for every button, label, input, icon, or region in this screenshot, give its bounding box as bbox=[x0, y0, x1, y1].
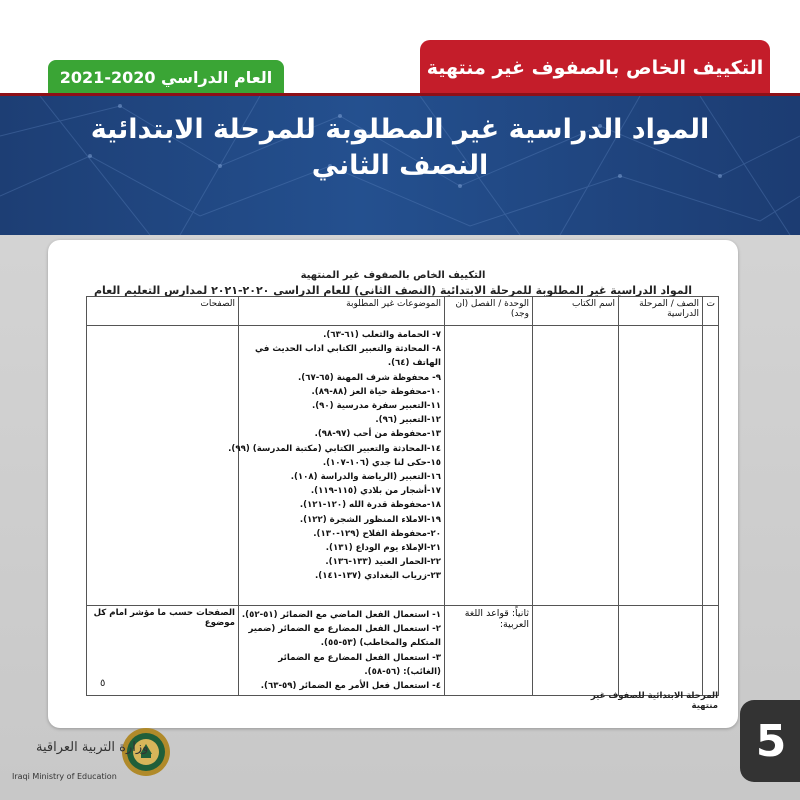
topic-item: ٢- استعمال الفعل المضارع مع الضمائر (ضمير المتكلم والمخاطب) (٥٣-٥٥). bbox=[248, 624, 441, 649]
document-card bbox=[48, 240, 738, 728]
ministry-name-ar: وزارة التربية العراقية bbox=[36, 740, 149, 755]
document-subheading: المواد الدراسية غير المطلوبة للمرحلة الابتدائية (النصف الثاني) للعام الدراسي ٢٠٢٠-٢٠٢١ لمدارس التعليم العام bbox=[93, 284, 693, 297]
topic-item: ١٢-التعبير (٩٦). bbox=[375, 415, 441, 426]
col-number: ت bbox=[703, 297, 719, 326]
title-line-1: المواد الدراسية غير المطلوبة للمرحلة الابتدائية bbox=[90, 114, 710, 145]
pages-cell: الصفحات حسب ما مؤشر امام كل موضوع bbox=[87, 606, 239, 696]
topic-item: ٢٣-زرياب البغدادي (١٣٧-١٤١). bbox=[315, 571, 441, 582]
table-row bbox=[87, 606, 719, 696]
page-title bbox=[0, 112, 800, 184]
topic-item: ١٥-حكى لنا جدي (١٠٦-١٠٧). bbox=[322, 457, 441, 468]
document-footer: المرحلة الابتدائية للصفوف غير منتهية bbox=[590, 691, 718, 711]
topic-item: ٧- الحمامة والثعلب (٦١-٦٣). bbox=[323, 330, 441, 340]
topic-item: ١- استعمال الفعل الماضي مع الضمائر (٥١-٥٢). bbox=[241, 610, 441, 620]
col-pages: الصفحات bbox=[87, 297, 239, 326]
unit-cell: ثانياً: قواعد اللغة العربية: bbox=[445, 606, 533, 696]
topic-item: ١٤-المحادثة والتعبير الكتابي (مكتبة المدرسة) (٩٩). bbox=[228, 443, 441, 454]
academic-year-tab: العام الدراسي 2020-2021 bbox=[48, 60, 284, 94]
page-badge: 5 bbox=[740, 700, 800, 782]
table-row bbox=[87, 326, 719, 606]
page-number: ٥ bbox=[100, 678, 106, 689]
topic-item: ٨- المحادثة والتعبير الكتابي اداب الحديث في الهاتف (٦٤). bbox=[255, 344, 441, 369]
document-heading: التكييف الخاص بالصفوف غير المنتهية bbox=[300, 270, 486, 281]
topic-item: ١٦-التعبير (الرياضة والدراسة (١٠٨). bbox=[290, 472, 441, 483]
title-line-2: النصف الثاني bbox=[311, 150, 489, 181]
col-book: اسم الكتاب bbox=[533, 297, 619, 326]
category-tab: التكييف الخاص بالصفوف غير منتهية bbox=[420, 40, 770, 96]
topic-item: ١٠-محفوظة حياة العز (٨٨-٨٩). bbox=[311, 386, 441, 397]
col-grade: الصف / المرحلة الدراسية bbox=[619, 297, 703, 326]
topic-item: ٣- استعمال الفعل المضارع مع الضمائر (الغائب): (٥٦-٥٨). bbox=[278, 652, 441, 677]
col-topics: الموضوعات غير المطلوبة bbox=[239, 297, 445, 326]
header bbox=[0, 0, 800, 235]
subjects-table bbox=[86, 296, 719, 696]
topic-item: ١٨-محفوظة قدرة الله (١٢٠-١٢١). bbox=[299, 500, 441, 511]
topic-item: ٩- محفوظة شرف المهنة (٦٥-٦٧). bbox=[298, 372, 441, 383]
ministry-name-en: Iraqi Ministry of Education bbox=[12, 772, 117, 781]
col-unit: الوحدة / الفصل (ان وجد) bbox=[445, 297, 533, 326]
topic-item: ١٧-أشجار من بلادي (١١٥-١١٩). bbox=[310, 486, 441, 497]
topic-item: ١٣-محفوظة من أحب (٩٧-٩٨). bbox=[314, 429, 441, 440]
topic-item: ١١-التعبير سفرة مدرسية (٩٠). bbox=[311, 401, 441, 412]
topics-cell bbox=[239, 606, 445, 696]
topic-item: ١٩-الاملاء المنظور الشجرة (١٢٢). bbox=[299, 514, 441, 525]
topic-item: ٤- استعمال فعل الأمر مع الضمائر (٥٩-٦٣). bbox=[260, 681, 441, 692]
table-header-row bbox=[87, 297, 719, 326]
topics-cell bbox=[228, 326, 445, 606]
topic-item: ٢١-الإملاء يوم الوداع (١٣١). bbox=[325, 543, 441, 554]
topic-item: ٢٢-الحمار العنيد (١٣٣-١٣٦). bbox=[325, 557, 441, 568]
topic-item: ٢٠-محفوظة الفلاح (١٢٩-١٣٠). bbox=[313, 528, 441, 539]
